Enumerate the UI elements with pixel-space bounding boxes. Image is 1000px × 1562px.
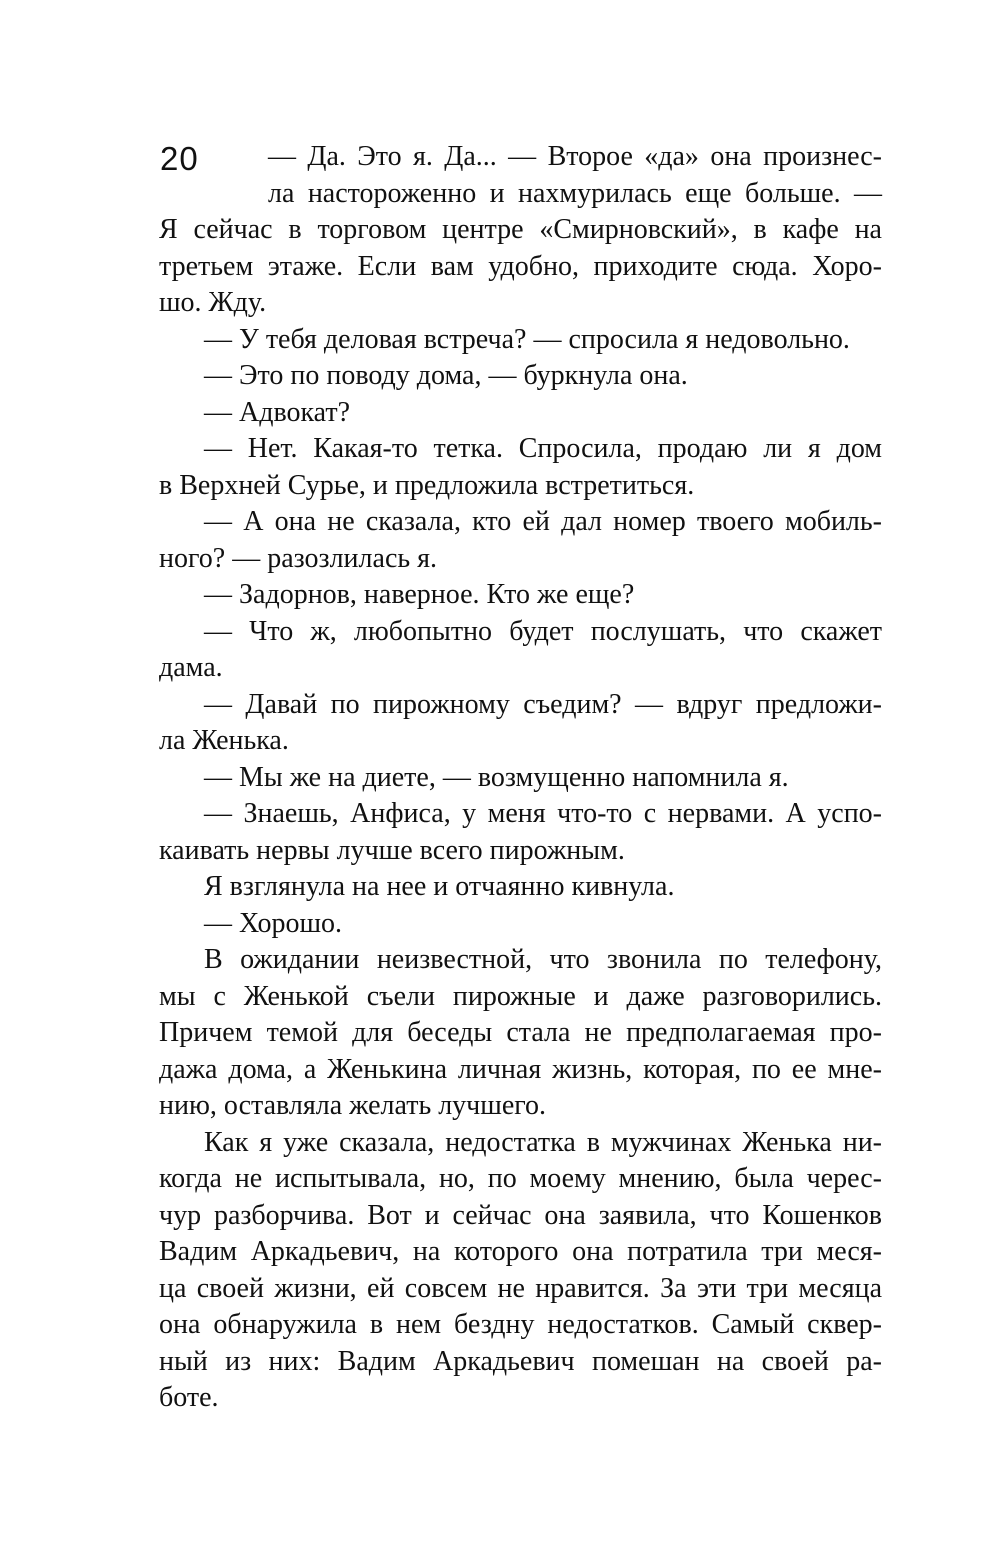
text-line: Я взглянула на нее и отчаянно кивнула. (204, 871, 675, 902)
text-line: дама. (159, 652, 223, 683)
text-line: — Знаешь, Анфиса, у меня что-то с нервами. А успо- (204, 798, 882, 829)
text-line: когда не испытывала, но, по моему мнению, была черес- (159, 1163, 882, 1194)
text-line: — Нет. Какая-то тетка. Спросила, продаю ли я дом (204, 433, 882, 464)
body-text (159, 139, 882, 1417)
text-line: — Хорошо. (204, 907, 343, 939)
text-line: Причем темой для беседы стала не предполагаемая про- (159, 1017, 882, 1048)
text-line: третьем этаже. Если вам удобно, приходите сюда. Хоро- (159, 250, 882, 282)
text-line: дажа дома, а Женькина личная жизнь, которая, по ее мне- (159, 1053, 882, 1085)
text-line: В ожидании неизвестной, что звонила по телефону, (204, 944, 882, 975)
page-number: 20 (160, 140, 199, 177)
text-line: Я сейчас в торговом центре «Смирновский», в кафе на (159, 214, 882, 245)
text-line: ла настороженно и нахмурилась еще больше. — (268, 177, 882, 209)
text-line: — Да. Это я. Да... — Второе «да» она произнес- (268, 141, 882, 172)
text-line: ный из них: Вадим Аркадьевич помешан на своей ра- (159, 1345, 882, 1377)
text-line: мы с Женькой съели пирожные и даже разговорились. (159, 980, 882, 1012)
text-line: чур разборчива. Вот и сейчас она заявила, что Кошенков (159, 1199, 882, 1231)
text-line: — У тебя деловая встреча? — спросила я недовольно. (204, 323, 850, 355)
text-line: — Мы же на диете, — возмущенно напомнила я. (204, 761, 789, 793)
text-line: Как я уже сказала, недостатка в мужчинах Женька ни- (204, 1126, 882, 1158)
text-line: в Верхней Сурье, и предложила встретиться. (159, 469, 695, 501)
text-line: боте. (159, 1382, 219, 1413)
text-line: — Задорнов, наверное. Кто же еще? (204, 579, 635, 610)
text-block (159, 139, 882, 1417)
text-line: ца своей жизни, ей совсем не нравится. За эти три месяца (159, 1272, 882, 1304)
text-line: каивать нервы лучше всего пирожным. (159, 834, 625, 866)
text-line: ного? — разозлилась я. (159, 542, 438, 574)
text-line: — Что ж, любопытно будет послушать, что скажет (204, 615, 882, 647)
text-line: она обнаружила в нем бездну недостатков. Самый сквер- (159, 1309, 882, 1340)
text-line: шо. Жду. (159, 287, 267, 318)
text-line: — Это по поводу дома, — буркнула она. (204, 360, 688, 391)
text-line: — А она не сказала, кто ей дал номер твоего мобиль- (204, 506, 882, 537)
text-line: Вадим Аркадьевич, на которого она потратила три меся- (159, 1236, 882, 1267)
text-line: ла Женька. (159, 725, 289, 756)
text-line: — Давай по пирожному съедим? — вдруг предложи- (204, 688, 882, 720)
text-line: — Адвокат? (204, 396, 351, 428)
text-line: нию, оставляла желать лучшего. (159, 1090, 547, 1121)
